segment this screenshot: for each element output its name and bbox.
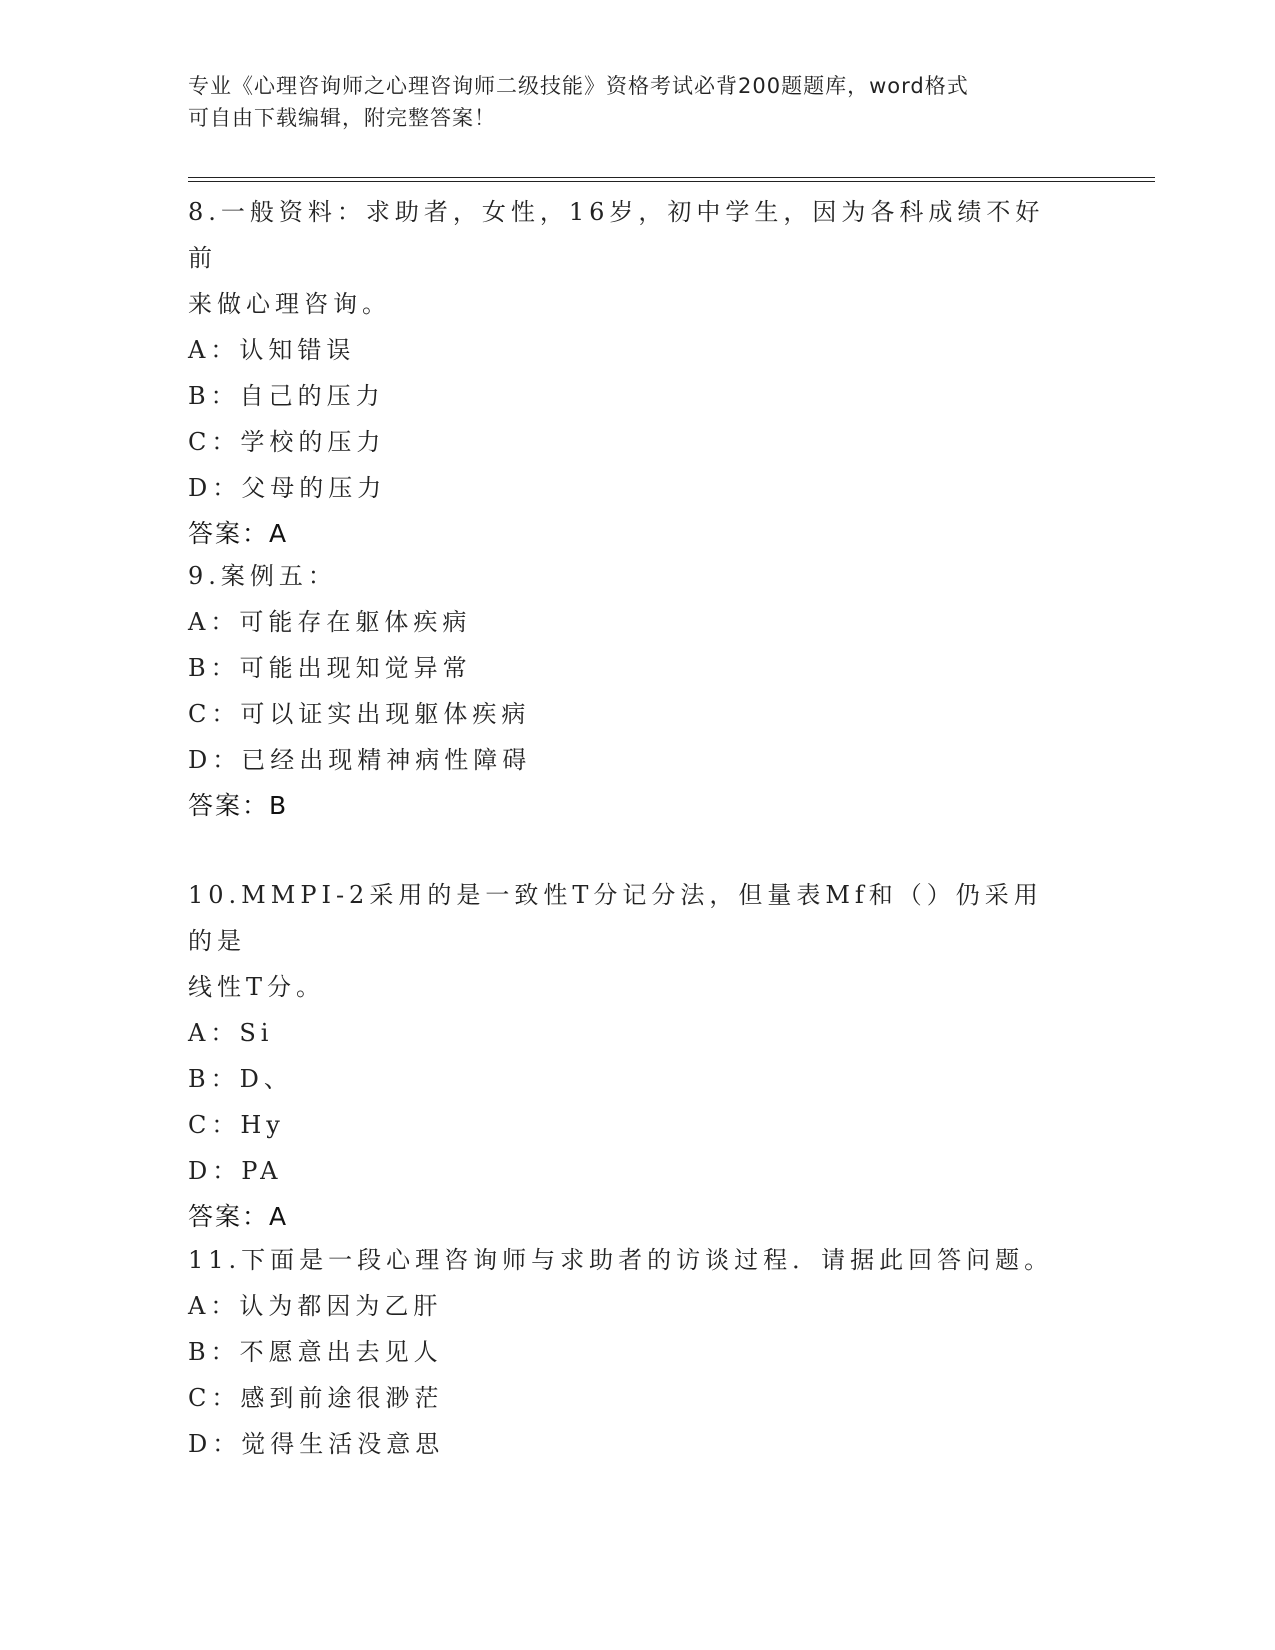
- header-divider-bottom: [188, 181, 1155, 182]
- option-d: D：已经出现精神病性障碍: [188, 746, 532, 774]
- answer: 答案：B: [188, 791, 289, 820]
- question-stem-continued: 线性T分。: [188, 973, 326, 1001]
- option-c: C：可以证实出现躯体疾病: [188, 700, 531, 728]
- question-stem: 8.一般资料：求助者，女性，16岁，初中学生，因为各科成绩不好前: [188, 198, 1045, 272]
- option-c: C：感到前途很渺茫: [188, 1384, 444, 1412]
- option-b: B：不愿意出去见人: [188, 1338, 443, 1366]
- header-line-2: 可自由下载编辑，附完整答案！: [188, 106, 496, 130]
- option-c: C：学校的压力: [188, 428, 386, 456]
- answer: 答案：A: [188, 1202, 289, 1231]
- option-a: A：可能存在躯体疾病: [188, 608, 472, 636]
- option-a: A：Si: [188, 1019, 274, 1047]
- question-stem: 11.下面是一段心理咨询师与求助者的访谈过程．请据此回答问题。: [188, 1246, 1054, 1274]
- answer: 答案：A: [188, 519, 289, 548]
- option-b: B：自己的压力: [188, 382, 385, 410]
- question-8: [188, 189, 1068, 557]
- header-line-1: 专业《心理咨询师之心理咨询师二级技能》资格考试必背200题题库，word格式: [188, 74, 969, 98]
- option-d: D：PA: [188, 1157, 283, 1185]
- question-10: [188, 872, 1068, 1240]
- question-9: [188, 553, 1068, 829]
- header-divider-top: [188, 177, 1155, 178]
- question-11: [188, 1237, 1068, 1467]
- option-a: A：认为都因为乙肝: [188, 1292, 443, 1320]
- option-b: B：可能出现知觉异常: [188, 654, 472, 682]
- option-b: B：D、: [188, 1065, 293, 1093]
- option-c: C：Hy: [188, 1111, 285, 1139]
- question-stem-continued: 来做心理咨询。: [188, 290, 391, 318]
- option-a: A：认知错误: [188, 336, 356, 364]
- document-header: [188, 70, 1068, 134]
- question-stem: 10.MMPI-2采用的是一致性T分记分法，但量表Mf和（）仍采用的是: [188, 881, 1043, 955]
- option-d: D：觉得生活没意思: [188, 1430, 445, 1458]
- option-d: D：父母的压力: [188, 474, 387, 502]
- question-stem: 9.案例五：: [188, 562, 337, 590]
